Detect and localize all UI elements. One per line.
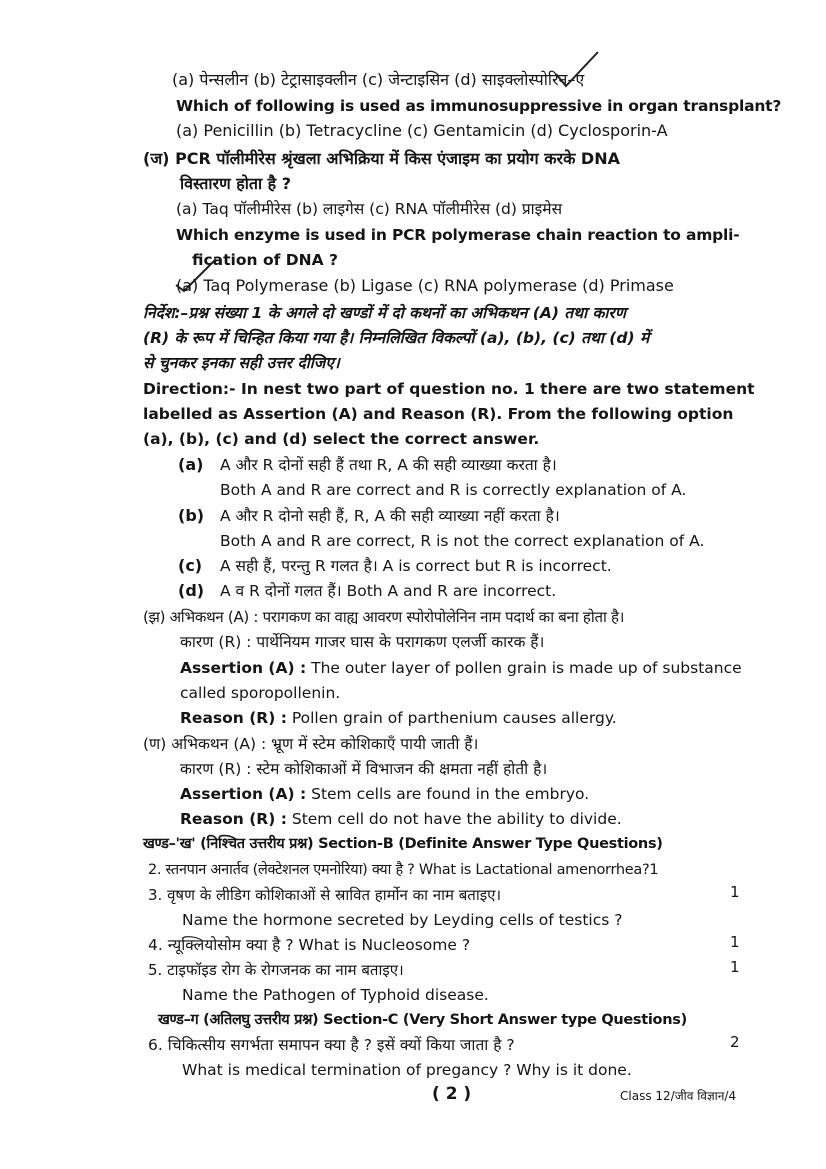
q3-marks: 1 xyxy=(730,883,740,901)
direction-english-line3: (a), (b), (c) and (d) select the correct answer. xyxy=(143,430,540,448)
option-d-label: (d) xyxy=(178,581,205,600)
page-number: ( 2 ) xyxy=(432,1084,472,1104)
q1g-hindi-options: (a) पेन्सलीन (b) टेट्रासाइक्लीन (c) जेन्टाइसिन (d) साइक्लोस्पोरिन–ए xyxy=(172,70,585,89)
q5-hindi: 5. टाइफॉइड रोग के रोगजनक का नाम बताइए। xyxy=(148,961,404,979)
q5-english: Name the Pathogen of Typhoid disease. xyxy=(182,986,489,1004)
checkmark-icon xyxy=(548,48,608,90)
q1j-assertion-english xyxy=(180,784,589,804)
reason-text: Stem cell do not have the ability to divide. xyxy=(286,810,622,828)
q3-hindi: 3. वृषण के लीडिग कोशिकाओं से स्रावित हार्मोन का नाम बताइए। xyxy=(148,886,502,904)
q1h-english-question-line2: fication of DNA ? xyxy=(192,251,338,269)
q1i-reason-english xyxy=(180,708,617,728)
q4-marks: 1 xyxy=(730,933,740,951)
q6-english: What is medical termination of pregancy ? Why is it done. xyxy=(182,1061,632,1079)
section-b-heading: खण्ड–'ख' (निश्चित उत्तरीय प्रश्न) Section-B (Definite Answer Type Questions) xyxy=(143,836,663,852)
assertion-text: Stem cells are found in the embryo. xyxy=(306,785,590,803)
reason-label: Reason (R) : xyxy=(180,810,287,828)
q1h-hindi-question-line1: (ज) PCR पॉलीमीरेस श्रृंखला अभिक्रिया में किस एंजाइम का प्रयोग करके DNA xyxy=(143,149,620,168)
option-b-hindi: A और R दोनो सही हैं, R, A की सही व्याख्या नहीं करता है। xyxy=(220,507,560,525)
section-c-heading: खण्ड–ग (अतिलघु उत्तरीय प्रश्न) Section-C (Very Short Answer type Questions) xyxy=(158,1012,687,1028)
option-a-english: Both A and R are correct and R is correctly explanation of A. xyxy=(220,481,687,499)
q1i-assertion-english-line2: called sporopollenin. xyxy=(180,684,341,702)
q1j-reason-english xyxy=(180,809,622,829)
direction-hindi-line3: से चुनकर इनका सही उत्तर दीजिए। xyxy=(143,354,340,372)
option-c-label: (c) xyxy=(178,556,203,575)
direction-hindi-line2: (R) के रूप में चिन्हित किया गया है। निम्नलिखित विकल्पों (a), (b), (c) तथा (d) में xyxy=(143,329,650,347)
q1h-hindi-question-line2: विस्तारण होता है ? xyxy=(180,174,292,193)
q1j-reason-hindi: कारण (R) : स्टेम कोशिकाओं में विभाजन की क्षमता नहीं होती है। xyxy=(180,760,548,778)
direction-english-line2: labelled as Assertion (A) and Reason (R). From the following option xyxy=(143,405,734,423)
q1i-assertion-hindi: (झ) अभिकथन (A) : परागकण का वाह्य आवरण स्पोरोपोलेनिन नाम पदार्थ का बना होता है। xyxy=(143,608,625,626)
class-label: Class 12/जीव विज्ञान/4 xyxy=(620,1089,737,1103)
option-a-hindi: A और R दोनों सही हैं तथा R, A की सही व्याख्या करता है। xyxy=(220,456,557,474)
q1h-english-question-line1: Which enzyme is used in PCR polymerase chain reaction to ampli- xyxy=(176,226,740,244)
q1h-english-options: (a) Taq Polymerase (b) Ligase (c) RNA polymerase (d) Primase xyxy=(176,276,674,295)
q1g-english-options: (a) Penicillin (b) Tetracycline (c) Gentamicin (d) Cyclosporin-A xyxy=(176,121,668,140)
q6-marks: 2 xyxy=(730,1033,740,1051)
q4-text: 4. न्यूक्लियोसोम क्या है ? What is Nucleosome ? xyxy=(148,936,471,954)
q1h-hindi-options: (a) Taq पॉलीमीरेस (b) लाइगेस (c) RNA पॉलीमीरेस (d) प्राइमेस xyxy=(176,200,563,218)
direction-hindi-line1: निर्देश:–प्रश्न संख्या 1 के अगले दो खण्डों में दो कथनों का अभिकथन (A) तथा कारण xyxy=(143,304,626,322)
q3-english: Name the hormone secreted by Leyding cells of testics ? xyxy=(182,911,623,929)
q5-marks: 1 xyxy=(730,958,740,976)
assertion-text: The outer layer of pollen grain is made up of substance xyxy=(306,659,742,677)
option-b-english: Both A and R are correct, R is not the correct explanation of A. xyxy=(220,532,705,550)
direction-english-line1: Direction:- In nest two part of question no. 1 there are two statement xyxy=(143,380,755,398)
option-a-label: (a) xyxy=(178,455,204,474)
reason-text: Pollen grain of parthenium causes allergy. xyxy=(286,709,617,727)
assertion-label: Assertion (A) : xyxy=(180,785,307,803)
option-d-text: A व R दोनों गलत हैं। Both A and R are incorrect. xyxy=(220,582,557,600)
q1g-english-question: Which of following is used as immunosuppressive in organ transplant? xyxy=(176,97,782,115)
option-b-label: (b) xyxy=(178,506,205,525)
q2-text: 2. स्तनपान अनार्तव (लेक्टेशनल एमनोरिया) क्या है ? What is Lactational amenorrhea?1 xyxy=(148,862,659,878)
assertion-label: Assertion (A) : xyxy=(180,659,307,677)
q1i-reason-hindi: कारण (R) : पार्थेनियम गाजर घास के परागकण एलर्जी कारक हैं। xyxy=(180,633,545,651)
q1j-assertion-hindi: (ण) अभिकथन (A) : भ्रूण में स्टेम कोशिकाएँ पायी जाती हैं। xyxy=(143,735,479,753)
q1i-assertion-english xyxy=(180,658,742,678)
reason-label: Reason (R) : xyxy=(180,709,287,727)
q6-hindi: 6. चिकित्सीय सगर्भता समापन क्या है ? इसें क्यों किया जाता है ? xyxy=(148,1036,515,1054)
option-c-text: A सही हैं, परन्तु R गलत है। A is correct but R is incorrect. xyxy=(220,557,612,575)
